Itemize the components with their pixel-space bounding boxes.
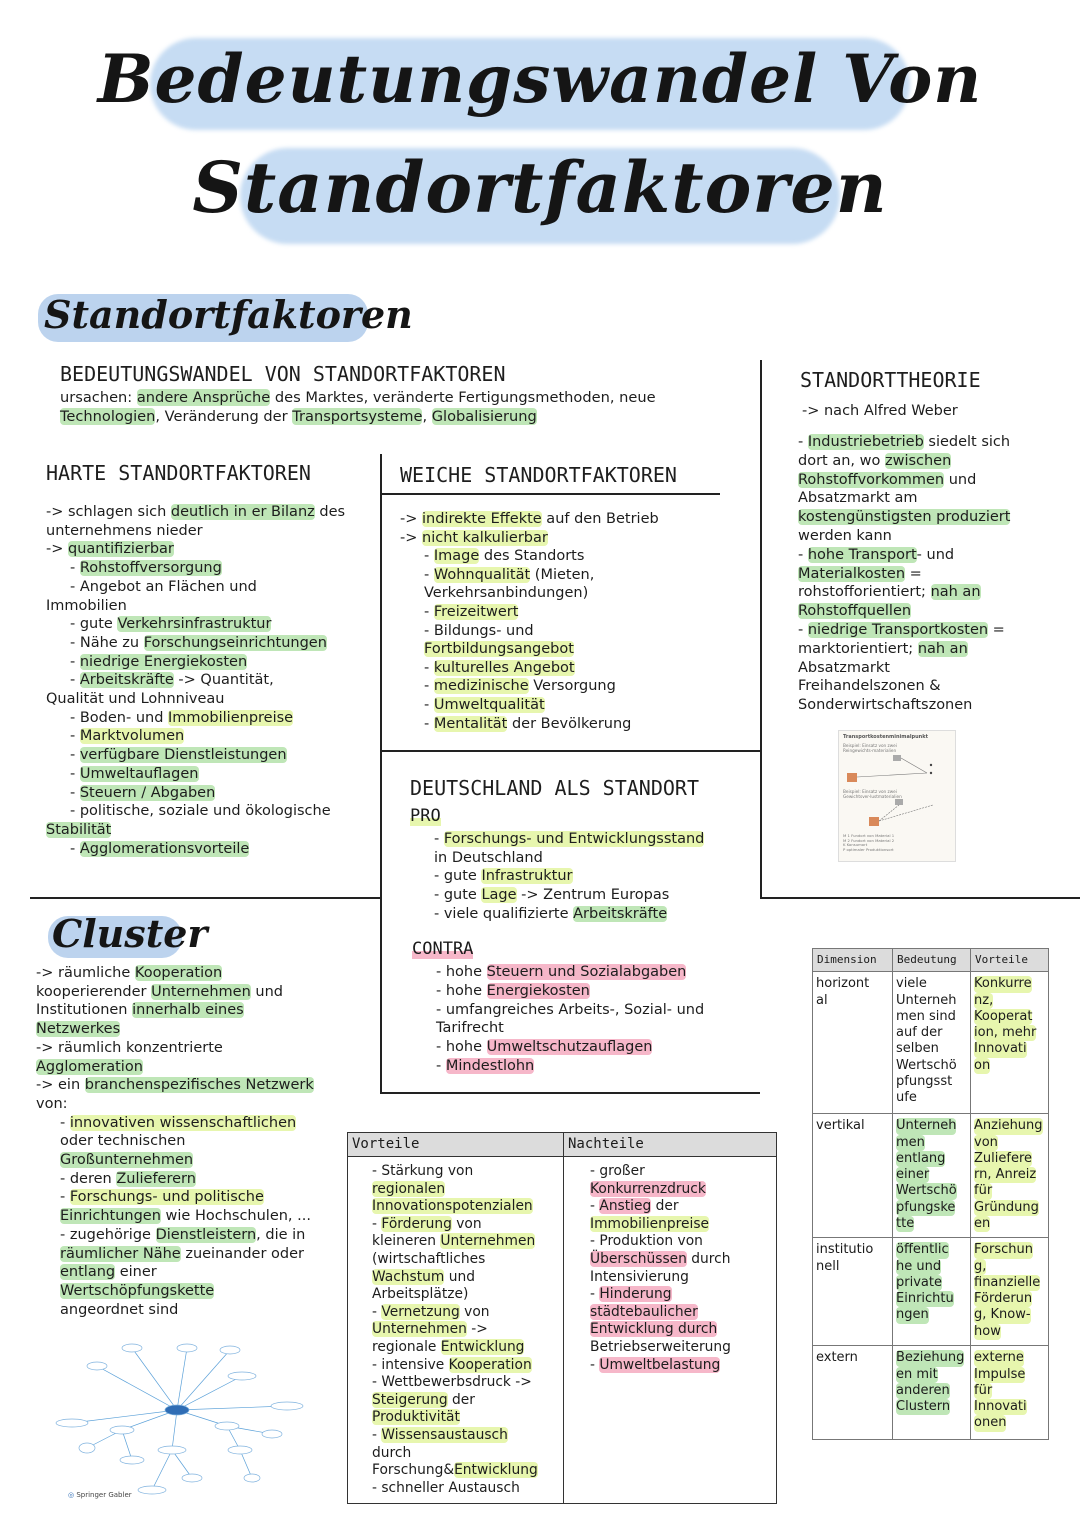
bedeutung-cell — [893, 972, 971, 1114]
vorteile-line: Produktivität — [372, 1409, 460, 1426]
vorteile-cell-line: g, — [974, 1258, 987, 1274]
divider-deutschland-top — [380, 750, 760, 752]
text-line: - umfangreiches Arbeits-, Sozial- und — [436, 1001, 705, 1018]
divider-vertical-middle — [380, 454, 382, 1094]
bedeutung-cell-line: private — [896, 1274, 942, 1290]
pro-list — [434, 830, 704, 924]
diagram-legend-item: P optimaler Produktionsort — [843, 846, 894, 852]
bedeutung-cell-line: Wertschö — [896, 1057, 957, 1073]
text-line: - Steuern / Abgaben — [70, 784, 216, 801]
nachteile-line: - Umweltbelastung — [590, 1356, 721, 1373]
vorteile-cell-line: Zuliefere — [974, 1150, 1032, 1166]
dimension-cell-line: institutio — [816, 1242, 874, 1258]
diagram-legend-item: M 2 Fundort von Material 2 — [843, 837, 895, 843]
diagram-text-2: Beispiel: Einsatz von zwei Gewichtsver-lustmaterialien — [843, 789, 902, 799]
vorteile-line: - intensive Kooperation — [372, 1356, 532, 1373]
vorteile-cell-line: rn, Anreiz — [974, 1167, 1037, 1183]
vorteile-line: Innovationspotenzialen — [372, 1198, 533, 1215]
text-line: Freihandelszonen & — [798, 678, 941, 695]
divider-horizontal-right — [760, 897, 1080, 899]
text-line: Absatzmarkt am — [798, 490, 918, 507]
dimension-cell — [813, 1346, 893, 1440]
vorteile-line: - Förderung von — [372, 1215, 482, 1232]
text-line: -> nicht kalkulierbar — [400, 529, 548, 546]
vorteile-cell-line: on — [974, 1057, 991, 1073]
dimension-cell-line: horizont — [816, 976, 870, 992]
text-line: in Deutschland — [434, 849, 543, 866]
text-line: - Mentalität der Bevölkerung — [424, 715, 632, 732]
contra-label: CONTRA — [412, 939, 474, 959]
text-line: Fortbildungsangebot — [424, 641, 574, 658]
vorteile-cell-line: Kooperat — [974, 1008, 1033, 1024]
text-line: - hohe Energiekosten — [436, 982, 590, 999]
vorteile-cell-line: Anziehung — [974, 1118, 1043, 1134]
nachteile-line: Intensivierung — [590, 1268, 689, 1285]
text-line: - verfügbare Dienstleistungen — [70, 747, 287, 764]
nachteile-line: Entwicklung durch — [590, 1321, 718, 1338]
vorteile-cell-line: en — [974, 1216, 991, 1232]
text-line: räumlicher Nähe zueinander oder — [60, 1245, 304, 1262]
vorteile-line: - Wissensaustausch — [372, 1426, 508, 1443]
divider-vertical-right — [760, 360, 762, 898]
text-line: -> räumliche Kooperation — [36, 965, 223, 981]
ursachen-technologien: Technologien — [60, 408, 156, 425]
text-line: - gute Infrastruktur — [434, 868, 573, 885]
dimension-cell — [813, 1238, 893, 1346]
nachteile-column — [564, 1157, 776, 1503]
text-line: Materialkosten = — [798, 565, 922, 582]
text-line: Rohstoffquellen — [798, 603, 912, 620]
text-line: Absatzmarkt — [798, 659, 890, 676]
dimension-cell-line: al — [816, 992, 828, 1008]
bedeutung-cell-line: entlang — [896, 1150, 946, 1166]
text-line: Immobilien — [46, 597, 127, 614]
harte-heading — [46, 461, 311, 485]
vorteile-cell-line: ion, mehr — [974, 1025, 1037, 1041]
bedeutung-cell-line: Unterneh — [896, 1118, 957, 1134]
bedeutung-cell-line: anderen — [896, 1382, 950, 1398]
vn-header-nachteile: Nachteile — [568, 1136, 644, 1152]
springer-logo-icon: ◎ — [68, 1491, 75, 1499]
transportkosten-diagram — [838, 730, 956, 862]
bedeutung-cell-line: Unterneh — [896, 992, 957, 1008]
text-line: von: — [36, 1095, 68, 1112]
ursachen-label: ursachen: — [60, 389, 137, 406]
harte-heading-text: HARTE STANDORTFAKTOREN — [46, 461, 311, 485]
text-line: - Agglomerationsvorteile — [70, 840, 250, 857]
contra-list — [436, 963, 704, 1076]
bedeutung-cell-line: selben — [896, 1041, 939, 1057]
text-line: - medizinische Versorgung — [424, 678, 616, 695]
nachteile-line: - Hinderung — [590, 1286, 672, 1303]
text-line: - deren Zulieferern — [60, 1170, 196, 1187]
vorteile-cell-line: von — [974, 1134, 998, 1150]
text-line: kooperierender Unternehmen und — [36, 983, 283, 1000]
text-line: - Umweltqualität — [424, 696, 545, 713]
bedeutungswandel-heading-text: BEDEUTUNGSWANDEL VON STANDORTFAKTOREN — [60, 362, 506, 386]
text-line: Institutionen innerhalb eines — [36, 1002, 244, 1019]
text-line: - zugehörige Dienstleistern, die in — [60, 1226, 306, 1243]
vorteile-nachteile-table — [347, 1132, 777, 1504]
diagram-title: Transportkostenminimalpunkt — [843, 734, 928, 740]
text-line: - hohe Umweltschutzauflagen — [436, 1039, 653, 1056]
bedeutungswandel-heading — [60, 362, 506, 386]
text-line: - Image des Standorts — [424, 548, 585, 565]
standorttheorie-subtitle: -> nach Alfred Weber — [802, 403, 958, 419]
dimension-cell-line: vertikal — [816, 1118, 865, 1134]
vorteile-line: kleineren Unternehmen — [372, 1233, 536, 1250]
text-line: Stabilität — [46, 821, 112, 838]
text-line: - Bildungs- und — [424, 622, 534, 639]
vorteile-line: Wachstum und — [372, 1268, 475, 1285]
page-title-line-1: Bedeutungswandel Von — [97, 40, 983, 118]
text-line: werden kann — [798, 527, 892, 544]
text-line: - niedrige Transportkosten = — [798, 621, 1005, 638]
bedeutung-cell-line: auf der — [896, 1025, 943, 1041]
bedeutung-cell — [893, 1346, 971, 1440]
diagram-legend-item: M 1 Fundort von Material 1 — [843, 833, 895, 838]
vorteile-cell — [971, 1238, 1049, 1346]
text-line: - gute Verkehrsinfrastruktur — [70, 616, 272, 633]
bedeutung-header: Bedeutung — [893, 949, 971, 972]
deutschland-heading-text: DEUTSCHLAND ALS STANDORT — [410, 776, 699, 800]
ursachen-highlight: andere Ansprüche — [136, 389, 271, 406]
section-heading-standortfaktoren: Standortfaktoren — [44, 292, 413, 337]
weiche-heading-text: WEICHE STANDORTFAKTOREN — [400, 463, 677, 487]
vn-table-header — [348, 1133, 776, 1157]
text-line: Qualität und Lohnniveau — [46, 691, 225, 708]
text-line: dort an, wo zwischen — [798, 452, 952, 469]
bedeutung-cell — [893, 1114, 971, 1238]
standorttheorie-heading-text: STANDORTTHEORIE — [800, 368, 981, 392]
vorteile-cell-line: onen — [974, 1415, 1007, 1431]
cluster-list — [36, 964, 314, 1319]
vorteile-line: - Wettbewerbsdruck -> — [372, 1374, 532, 1391]
divider-weiche-underline — [382, 493, 720, 495]
bedeutung-cell-line: he und — [896, 1258, 942, 1274]
text-line: Rohstoffvorkommen und — [798, 471, 977, 488]
text-line: - Wohnqualität (Mieten, — [424, 566, 595, 583]
bedeutung-cell-line: Einrichtu — [896, 1291, 954, 1307]
bedeutung-cell-line: ngen — [896, 1307, 929, 1323]
vorteile-cell-line: Innovati — [974, 1399, 1027, 1415]
vorteile-line: Steigerung der — [372, 1391, 475, 1408]
vorteile-cell-line: Konkurre — [974, 976, 1032, 992]
vorteile-cell-line: how — [974, 1323, 1001, 1339]
network-credit-text: Springer Gabler — [76, 1491, 132, 1499]
nachteile-line: Immobilienpreise — [590, 1215, 710, 1232]
text-line: - Nähe zu Forschungseinrichtungen — [70, 634, 327, 651]
nachteile-line: Konkurrenzdruck — [590, 1180, 706, 1197]
vorteile-header: Vorteile — [971, 949, 1049, 972]
text-line: Tarifrecht — [436, 1020, 504, 1037]
text-line: Netzwerkes — [36, 1021, 121, 1038]
nachteile-line: - Produktion von — [590, 1233, 703, 1250]
dimension-header: Dimension — [813, 949, 893, 972]
deutschland-heading — [410, 776, 699, 800]
text-line: -> räumlich konzentrierte — [36, 1039, 223, 1056]
dimension-row — [813, 972, 1049, 1114]
vorteile-cell-line: nz, — [974, 992, 994, 1008]
vorteile-line: (wirtschaftliches — [372, 1250, 486, 1267]
bedeutung-cell-line: öffentlic — [896, 1242, 949, 1258]
vorteile-cell — [971, 1114, 1049, 1238]
vorteile-line: Unternehmen -> — [372, 1321, 488, 1338]
vorteile-cell-line: für — [974, 1382, 993, 1398]
vorteile-line: regionale Entwicklung — [372, 1338, 525, 1355]
vorteile-cell-line: Förderun — [974, 1291, 1033, 1307]
bedeutung-cell-line: Beziehung — [896, 1350, 965, 1366]
text-line: angeordnet sind — [60, 1301, 179, 1318]
standorttheorie-heading — [800, 368, 981, 392]
text-line: - gute Lage -> Zentrum Europas — [434, 887, 670, 904]
vorteile-line: - Vernetzung von — [372, 1303, 490, 1320]
bedeutung-cell-line: en mit — [896, 1366, 938, 1382]
text-line: - Mindestlohn — [436, 1057, 535, 1074]
diagram-legend — [843, 834, 894, 852]
vn-table-body — [348, 1157, 776, 1503]
network-credit — [68, 1491, 132, 1499]
dimension-table-header — [813, 949, 1049, 972]
bedeutung-cell — [893, 1238, 971, 1346]
text-line: - Angebot an Flächen und — [70, 578, 257, 595]
text-line: - Freizeitwert — [424, 603, 519, 620]
cluster-heading: Cluster — [52, 911, 208, 956]
standorttheorie-list — [798, 433, 1010, 715]
nachteile-line: - großer — [590, 1163, 645, 1179]
text-line: - viele qualifizierte Arbeitskräfte — [434, 905, 668, 922]
bedeutung-cell-line: viele — [896, 976, 927, 992]
dimension-row — [813, 1114, 1049, 1238]
pro-label: PRO — [410, 806, 441, 826]
divider-deutschland-bottom — [380, 1092, 760, 1094]
bedeutung-cell-line: Clustern — [896, 1399, 951, 1415]
vorteile-cell-line: finanzielle — [974, 1274, 1041, 1290]
vorteile-cell-line: g, Know- — [974, 1307, 1031, 1323]
text-line: Verkehrsanbindungen) — [424, 585, 589, 602]
text-line: - hohe Steuern und Sozialabgaben — [436, 964, 687, 980]
text-line: oder technischen — [60, 1133, 186, 1150]
text-line: - kulturelles Angebot — [424, 659, 575, 676]
text-line: -> ein branchenspezifisches Netzwerk — [36, 1077, 314, 1094]
text-line: - Rohstoffversorgung — [70, 560, 222, 577]
dimension-row — [813, 1346, 1049, 1440]
text-line: - Arbeitskräfte -> Quantität, — [70, 672, 274, 689]
ursachen-line-2 — [60, 408, 537, 427]
text-line: - Industriebetrieb siedelt sich — [798, 434, 1011, 450]
text-line: - politische, soziale und ökologische — [70, 803, 331, 820]
vorteile-cell-line: Innovati — [974, 1041, 1027, 1057]
vorteile-cell-line: Forschun — [974, 1242, 1033, 1258]
vorteile-cell-line: für — [974, 1183, 993, 1199]
text-line: - Forschungs- und Entwicklungsstand — [434, 831, 705, 847]
text-line: Agglomeration — [36, 1058, 143, 1075]
vn-header-vorteile: Vorteile — [348, 1133, 564, 1156]
vorteile-line: - Stärkung von — [372, 1163, 474, 1179]
text-line: marktorientiert; nah an — [798, 640, 968, 657]
text-line: - Umweltauflagen — [70, 765, 199, 782]
text-line: -> schlagen sich deutlich in er Bilanz des — [46, 504, 346, 520]
ursachen-text-2: , Veränderung der — [155, 408, 293, 425]
diagram-legend-item: K Konsumort — [843, 842, 868, 848]
weiche-heading — [400, 463, 677, 487]
ursachen-globalisierung: Globalisierung — [431, 408, 537, 425]
vorteile-cell-line: Gründung — [974, 1199, 1039, 1215]
vorteile-line: Arbeitsplätze) — [372, 1286, 469, 1303]
ursachen-line-1 — [60, 389, 656, 408]
bedeutung-cell-line: pfungske — [896, 1199, 956, 1215]
bedeutung-cell-line: men sind — [896, 1008, 956, 1024]
bedeutung-cell-line: Wertschö — [896, 1183, 957, 1199]
text-line: Sonderwirtschaftszonen — [798, 697, 973, 714]
ursachen-text: des Marktes, veränderte Fertigungsmethoden, neue — [270, 389, 656, 406]
text-line: Großunternehmen — [60, 1152, 194, 1169]
nachteile-line: Überschüssen durch — [590, 1250, 731, 1267]
bedeutung-cell-line: tte — [896, 1216, 915, 1232]
vorteile-line: - schneller Austausch — [372, 1479, 520, 1496]
vorteile-column — [348, 1157, 564, 1503]
text-line: kostengünstigsten produziert — [798, 509, 1011, 526]
text-line: rohstofforientiert; nah an — [798, 584, 981, 601]
vorteile-line: Forschung&Entwicklung — [372, 1462, 538, 1479]
page-title-line-2: Standortfaktoren — [192, 146, 888, 229]
harte-list — [46, 503, 345, 858]
vorteile-cell-line: Impulse — [974, 1366, 1026, 1382]
divider-horizontal-left — [30, 897, 382, 899]
text-line: - niedrige Energiekosten — [70, 653, 248, 670]
vorteile-line: durch — [372, 1444, 412, 1461]
dimension-row — [813, 1238, 1049, 1346]
vorteile-cell-line: externe — [974, 1350, 1024, 1366]
bedeutung-cell-line: pfungsst — [896, 1074, 953, 1090]
bedeutung-cell-line: einer — [896, 1167, 930, 1183]
vorteile-line: regionalen — [372, 1180, 446, 1197]
text-line: Einrichtungen wie Hochschulen, ... — [60, 1208, 311, 1225]
dimension-cell — [813, 1114, 893, 1238]
text-line: - hohe Transport- und — [798, 546, 955, 563]
text-line: - Forschungs- und politische — [60, 1189, 264, 1206]
bedeutung-cell-line: ufe — [896, 1090, 917, 1106]
text-line: -> indirekte Effekte auf den Betrieb — [400, 511, 659, 527]
dimension-cell-line: extern — [816, 1350, 858, 1366]
dimension-table — [812, 948, 1049, 1440]
text-line: - innovativen wissenschaftlichen — [60, 1114, 297, 1131]
bedeutung-cell-line: men — [896, 1134, 925, 1150]
vorteile-cell — [971, 972, 1049, 1114]
text-line: unternehmens nieder — [46, 522, 203, 539]
text-line: - Marktvolumen — [70, 728, 185, 745]
text-line: entlang einer — [60, 1264, 157, 1281]
diagram-text-1: Beispiel: Einsatz von zwei Reingewichts-materialien — [843, 743, 897, 753]
dimension-cell — [813, 972, 893, 1114]
nachteile-line: - Anstieg der — [590, 1198, 679, 1215]
text-line: Wertschöpfungskette — [60, 1282, 215, 1299]
weiche-list — [400, 510, 659, 733]
nachteile-line: städtebaulicher — [590, 1303, 698, 1320]
dimension-cell-line: nell — [816, 1258, 840, 1274]
text-line: - Boden- und Immobilienpreise — [70, 709, 294, 726]
vorteile-cell — [971, 1346, 1049, 1440]
ursachen-comma: , — [422, 408, 432, 425]
ursachen-transportsysteme: Transportsysteme — [292, 408, 423, 425]
cluster-network-figure — [52, 1338, 307, 1506]
nachteile-line: Betriebserweiterung — [590, 1338, 731, 1355]
text-line: -> quantifizierbar — [46, 541, 174, 558]
